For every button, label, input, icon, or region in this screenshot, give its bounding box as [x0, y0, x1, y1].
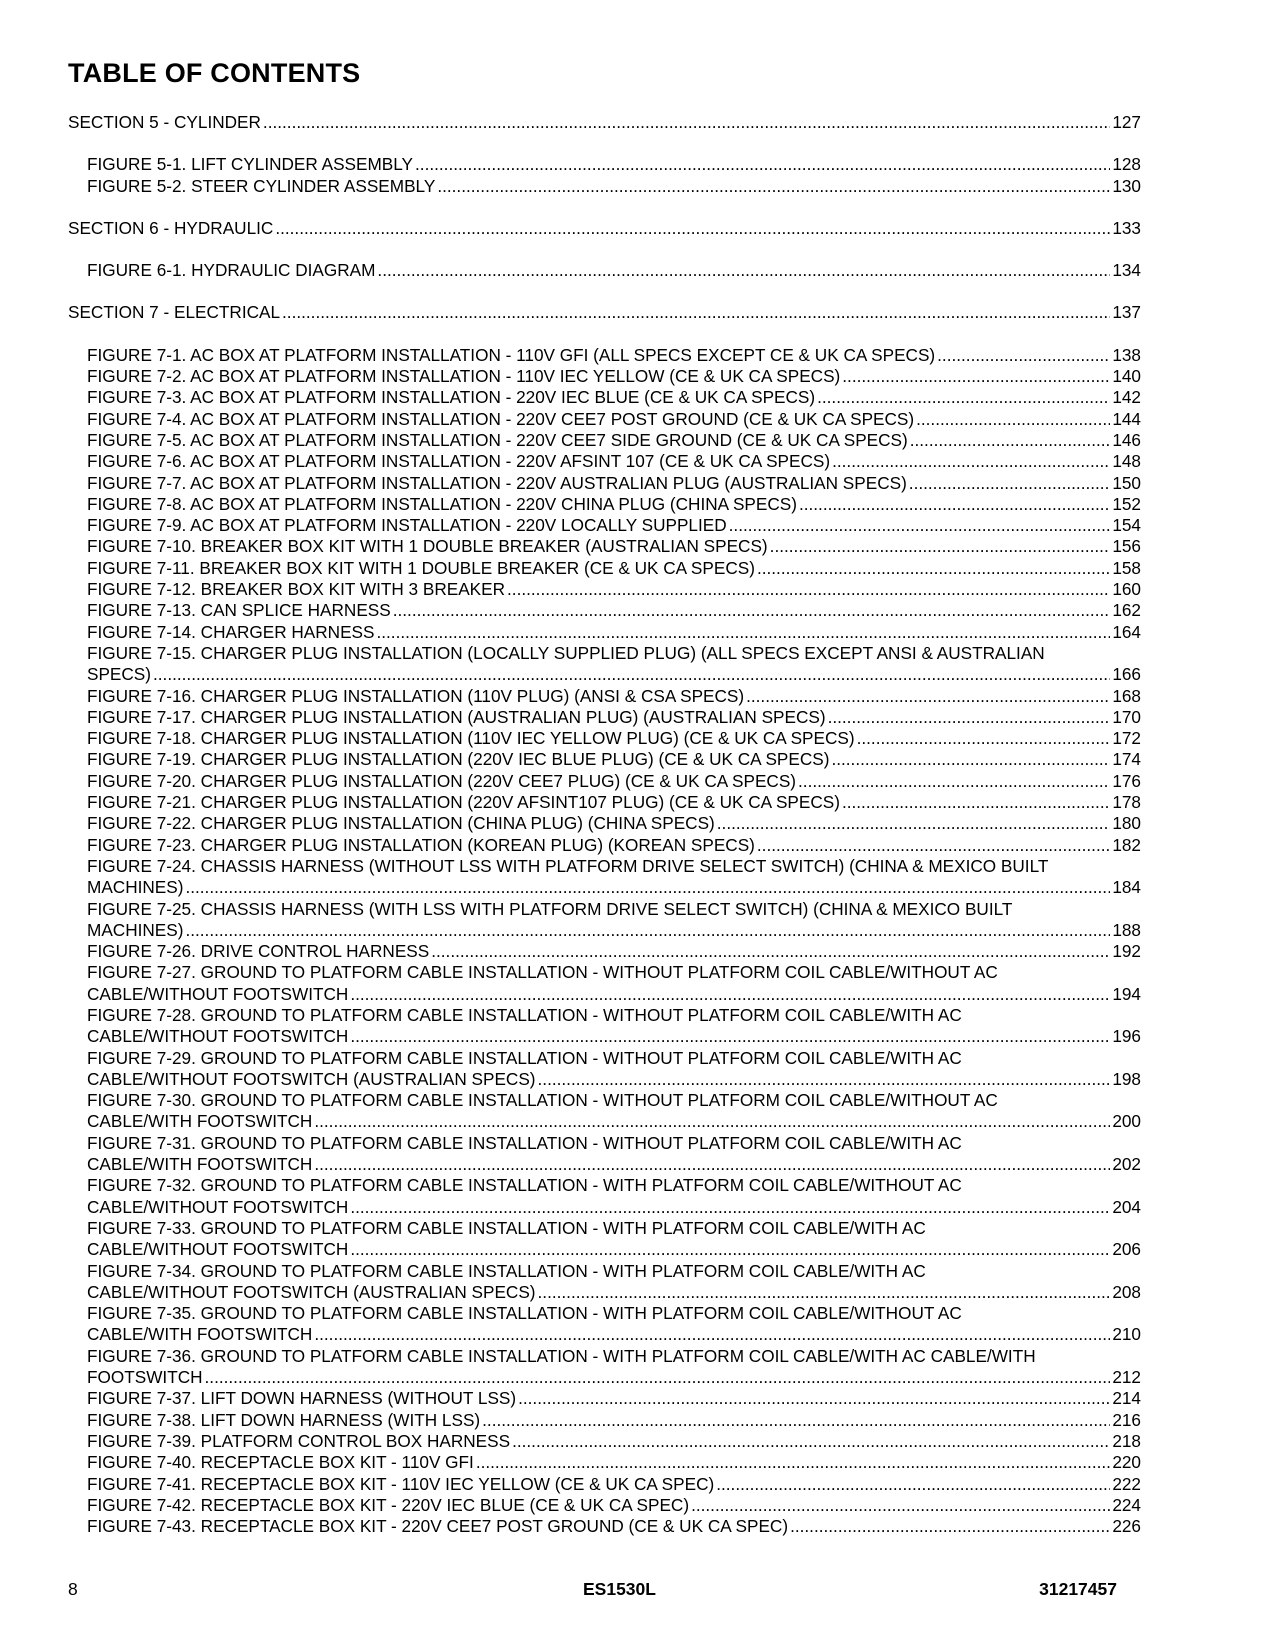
dot-leader [185, 877, 1110, 898]
toc-entry-line [87, 707, 1141, 728]
toc-section-entry[interactable] [68, 218, 1141, 239]
toc-page-number: 198 [1112, 1068, 1141, 1089]
toc-entry-title: FIGURE 5-1. LIFT CYLINDER ASSEMBLY [87, 154, 414, 175]
toc-entry-line [87, 1324, 1141, 1345]
toc-entry-title: SPECS) [87, 664, 151, 685]
toc-entry-line [87, 1495, 1141, 1516]
toc-entry-title: FIGURE 7-40. RECEPTACLE BOX KIT - 110V GFI [87, 1452, 474, 1473]
toc-figure-entry[interactable] [68, 899, 1141, 942]
toc-entry-title: CABLE/WITH FOOTSWITCH [87, 1154, 313, 1175]
toc-figure-entry[interactable] [68, 345, 1141, 366]
dot-leader [757, 558, 1110, 579]
toc-page-number: 148 [1112, 451, 1141, 472]
toc-entry-title: FIGURE 7-10. BREAKER BOX KIT WITH 1 DOUBLE BREAKER (AUSTRALIAN SPECS) [87, 536, 768, 557]
toc-entry-title: FIGURE 7-5. AC BOX AT PLATFORM INSTALLATION - 220V CEE7 SIDE GROUND (CE & UK CA SPECS) [87, 429, 908, 450]
footer-document-number: 31217457 [1039, 1579, 1117, 1599]
toc-figure-entry[interactable] [68, 600, 1141, 621]
dot-leader [350, 1197, 1110, 1218]
dot-leader [377, 260, 1110, 281]
toc-figure-entry[interactable] [68, 771, 1141, 792]
dot-leader [263, 112, 1110, 133]
toc-page-number: 188 [1112, 919, 1141, 940]
toc-entry-line [87, 1026, 1141, 1047]
toc-entry-title: FIGURE 7-41. RECEPTACLE BOX KIT - 110V IEC YELLOW (CE & UK CA SPEC) [87, 1473, 715, 1494]
dot-leader [507, 579, 1110, 600]
toc-entry-line [87, 792, 1141, 813]
toc-figure-entry[interactable] [68, 1410, 1141, 1431]
toc-figure-entry[interactable] [68, 536, 1141, 557]
dot-leader [437, 176, 1110, 197]
dot-leader [205, 1367, 1111, 1388]
toc-entry-line [87, 176, 1141, 197]
toc-entry-title: FIGURE 7-6. AC BOX AT PLATFORM INSTALLATION - 220V AFSINT 107 (CE & UK CA SPECS) [87, 451, 831, 472]
dot-leader [717, 813, 1111, 834]
dot-leader [282, 302, 1110, 323]
toc-figure-entry[interactable] [68, 835, 1141, 856]
toc-entry-line [87, 579, 1141, 600]
toc-entry-title-line: FIGURE 7-24. CHASSIS HARNESS (WITHOUT LSS WITH PLATFORM DRIVE SELECT SWITCH) (CHINA & MEXICO BUILT [87, 855, 1049, 876]
toc-figure-entry[interactable] [68, 430, 1141, 451]
toc-entry-title: FIGURE 7-9. AC BOX AT PLATFORM INSTALLATION - 220V LOCALLY SUPPLIED [87, 515, 727, 536]
toc-page-number: 226 [1112, 1516, 1141, 1537]
toc-page-number: 220 [1112, 1452, 1141, 1473]
toc-entry-title-line: FIGURE 7-34. GROUND TO PLATFORM CABLE INSTALLATION - WITH PLATFORM COIL CABLE/WITH AC [87, 1260, 926, 1281]
toc-entry-line [87, 1431, 1141, 1452]
toc-page-number: 214 [1112, 1388, 1141, 1409]
toc-figure-entry[interactable] [68, 579, 1141, 600]
toc-entry-line [87, 1516, 1141, 1537]
toc-figure-entry[interactable] [68, 1175, 1141, 1218]
toc-entry-title: FIGURE 7-1. AC BOX AT PLATFORM INSTALLATION - 110V GFI (ALL SPECS EXCEPT CE & UK CA SPECS) [87, 344, 936, 365]
dot-leader [376, 622, 1110, 643]
toc-page-number: 184 [1112, 877, 1141, 898]
toc-page-number: 144 [1112, 408, 1141, 429]
toc-page-number: 194 [1112, 983, 1141, 1004]
toc-page-number: 204 [1112, 1196, 1141, 1217]
dot-leader [799, 494, 1110, 515]
toc-figure-entry[interactable] [68, 686, 1141, 707]
toc-figure-entry[interactable] [68, 1133, 1141, 1176]
toc-page-number: 160 [1112, 579, 1141, 600]
toc-entry-title: MACHINES) [87, 877, 184, 898]
dot-leader [538, 1282, 1111, 1303]
toc-page-number: 176 [1112, 770, 1141, 791]
toc-page-number: 142 [1112, 387, 1141, 408]
dot-leader [937, 345, 1110, 366]
toc-page-number: 206 [1112, 1239, 1141, 1260]
toc-entry-title: FIGURE 7-39. PLATFORM CONTROL BOX HARNESS [87, 1430, 511, 1451]
toc-entry-line [87, 920, 1141, 941]
toc-entry-line [87, 984, 1141, 1005]
toc-figure-entry[interactable] [68, 473, 1141, 494]
toc-entry-title: FIGURE 7-4. AC BOX AT PLATFORM INSTALLATION - 220V CEE7 POST GROUND (CE & UK CA SPECS) [87, 408, 915, 429]
toc-figure-entry[interactable] [68, 728, 1141, 749]
dot-leader [185, 920, 1110, 941]
toc-entry-title: FIGURE 7-43. RECEPTACLE BOX KIT - 220V CEE7 POST GROUND (CE & UK CA SPEC) [87, 1516, 789, 1537]
dot-leader [350, 1026, 1110, 1047]
toc-entry-line [68, 112, 1141, 133]
toc-section-entry[interactable] [68, 112, 1141, 133]
toc-entry-title: FIGURE 7-26. DRIVE CONTROL HARNESS [87, 941, 430, 962]
toc-figure-entry[interactable] [68, 1303, 1141, 1346]
toc-entry-line [87, 1069, 1141, 1090]
toc-page-number: 130 [1112, 175, 1141, 196]
toc-figure-entry[interactable] [68, 1261, 1141, 1304]
toc-entry-line [87, 515, 1141, 536]
toc-page-number: 164 [1112, 621, 1141, 642]
toc-page-number: 154 [1112, 515, 1141, 536]
toc-entry-title: CABLE/WITH FOOTSWITCH [87, 1111, 313, 1132]
dot-leader [538, 1069, 1111, 1090]
toc-section-entry[interactable] [68, 302, 1141, 323]
toc-figure-entry[interactable] [68, 1474, 1141, 1495]
toc-figure-entry[interactable] [68, 792, 1141, 813]
toc-entry-line [87, 451, 1141, 472]
toc-figure-entry[interactable] [68, 1452, 1141, 1473]
toc-figure-entry[interactable] [68, 1388, 1141, 1409]
toc-entry-title: FIGURE 7-22. CHARGER PLUG INSTALLATION (CHINA PLUG) (CHINA SPECS) [87, 813, 715, 834]
dot-leader [770, 536, 1111, 557]
toc-page-number: 133 [1112, 217, 1141, 238]
toc-entry-title: SECTION 7 - ELECTRICAL [68, 302, 281, 323]
toc-entry-title: FIGURE 7-14. CHARGER HARNESS [87, 621, 375, 642]
toc-page-number: 180 [1112, 813, 1141, 834]
toc-entry-line [87, 345, 1141, 366]
toc-entry-title: FIGURE 7-3. AC BOX AT PLATFORM INSTALLATION - 220V IEC BLUE (CE & UK CA SPECS) [87, 387, 816, 408]
toc-entry-title: FIGURE 7-37. LIFT DOWN HARNESS (WITHOUT LSS) [87, 1388, 517, 1409]
toc-entry-title: SECTION 5 - CYLINDER [68, 112, 261, 132]
dot-leader [275, 218, 1110, 239]
toc-entry-line [87, 536, 1141, 557]
toc-entry-title-line: FIGURE 7-30. GROUND TO PLATFORM CABLE INSTALLATION - WITHOUT PLATFORM COIL CABLE/WITHOUT AC [87, 1090, 998, 1111]
toc-entry-title: FIGURE 7-2. AC BOX AT PLATFORM INSTALLATION - 110V IEC YELLOW (CE & UK CA SPECS) [87, 366, 841, 387]
toc-page-number: 170 [1112, 706, 1141, 727]
toc-entry-line [87, 387, 1141, 408]
toc-entry-line [87, 430, 1141, 451]
toc-entry-title: FIGURE 7-7. AC BOX AT PLATFORM INSTALLATION - 220V AUSTRALIAN PLUG (AUSTRALIAN SPECS) [87, 472, 907, 493]
toc-entry-title: FIGURE 7-19. CHARGER PLUG INSTALLATION (220V IEC BLUE PLUG) (CE & UK CA SPECS) [87, 749, 830, 770]
toc-figure-entry[interactable] [68, 260, 1141, 281]
toc-figure-entry[interactable] [68, 387, 1141, 408]
dot-leader [910, 430, 1111, 451]
dot-leader [314, 1111, 1110, 1132]
toc-entry-line [87, 1111, 1141, 1132]
toc-entry-line [87, 686, 1141, 707]
dot-leader [716, 1474, 1110, 1495]
toc-entry-title: FIGURE 7-21. CHARGER PLUG INSTALLATION (220V AFSINT107 PLUG) (CE & UK CA SPECS) [87, 792, 840, 813]
toc-entry-line [87, 1388, 1141, 1409]
dot-leader [842, 366, 1110, 387]
toc-entry-title: FIGURE 7-13. CAN SPLICE HARNESS [87, 600, 391, 621]
dot-leader [832, 451, 1110, 472]
toc-figure-entry[interactable] [68, 366, 1141, 387]
toc-entry-title-line: FIGURE 7-28. GROUND TO PLATFORM CABLE INSTALLATION - WITHOUT PLATFORM COIL CABLE/WITH AC [87, 1004, 962, 1025]
toc-entry-line [87, 1282, 1141, 1303]
toc-page-number: 137 [1112, 302, 1141, 323]
toc-figure-entry[interactable] [68, 622, 1141, 643]
dot-leader [790, 1516, 1110, 1537]
dot-leader [393, 600, 1111, 621]
toc-figure-entry[interactable] [68, 515, 1141, 536]
toc-entry-title: FIGURE 7-18. CHARGER PLUG INSTALLATION (110V IEC YELLOW PLUG) (CE & UK CA SPECS) [87, 728, 855, 749]
toc-entry-title: MACHINES) [87, 919, 184, 940]
dot-leader [757, 835, 1110, 856]
toc-entry-title: CABLE/WITHOUT FOOTSWITCH [87, 1196, 349, 1217]
toc-page-number: 200 [1112, 1111, 1141, 1132]
toc-figure-entry[interactable] [68, 941, 1141, 962]
dot-leader [314, 1154, 1110, 1175]
footer-page-number: 8 [68, 1579, 78, 1599]
toc-entry-title-line: FIGURE 7-25. CHASSIS HARNESS (WITH LSS WITH PLATFORM DRIVE SELECT SWITCH) (CHINA & MEXICO BUILT [87, 898, 1013, 919]
toc-page-number: 138 [1112, 344, 1141, 365]
toc-entry-title: SECTION 6 - HYDRAULIC [68, 217, 274, 238]
toc-entry-line [87, 366, 1141, 387]
toc-entry-title-line: FIGURE 7-27. GROUND TO PLATFORM CABLE INSTALLATION - WITHOUT PLATFORM COIL CABLE/WITHOUT AC [87, 962, 998, 983]
toc-figure-entry[interactable] [68, 1005, 1141, 1048]
toc-figure-entry[interactable] [68, 451, 1141, 472]
toc-figure-entry[interactable] [68, 1048, 1141, 1091]
toc-entry-title: FIGURE 5-2. STEER CYLINDER ASSEMBLY [87, 175, 436, 196]
toc-page-number: 196 [1112, 1026, 1141, 1047]
toc-entry-line [87, 749, 1141, 770]
toc-figure-entry[interactable] [68, 813, 1141, 834]
toc-entry-line [87, 494, 1141, 515]
toc-entry-line [87, 1197, 1141, 1218]
toc-entry-line [87, 473, 1141, 494]
toc-page-number: 152 [1112, 493, 1141, 514]
toc-list [68, 112, 1141, 1537]
toc-entry-line [87, 1452, 1141, 1473]
toc-entry-title: FIGURE 6-1. HYDRAULIC DIAGRAM [87, 260, 376, 281]
toc-entry-line [87, 1239, 1141, 1260]
dot-leader [153, 664, 1110, 685]
toc-figure-entry[interactable] [68, 643, 1141, 686]
dot-leader [842, 792, 1110, 813]
toc-entry-title-line: FIGURE 7-33. GROUND TO PLATFORM CABLE INSTALLATION - WITH PLATFORM COIL CABLE/WITH AC [87, 1217, 926, 1238]
toc-entry-title-line: FIGURE 7-15. CHARGER PLUG INSTALLATION (LOCALLY SUPPLIED PLUG) (ALL SPECS EXCEPT ANSI & AUSTRALIAN [87, 642, 1045, 663]
toc-entry-line [87, 728, 1141, 749]
toc-entry-line [87, 1154, 1141, 1175]
dot-leader [350, 984, 1110, 1005]
toc-figure-entry[interactable] [68, 1346, 1141, 1389]
toc-page-number: 212 [1112, 1367, 1141, 1388]
toc-page-number: 172 [1112, 728, 1141, 749]
dot-leader [518, 1388, 1110, 1409]
toc-entry-title: FIGURE 7-12. BREAKER BOX KIT WITH 3 BREAKER [87, 579, 506, 600]
toc-entry-title: CABLE/WITHOUT FOOTSWITCH [87, 983, 349, 1004]
toc-entry-title: FIGURE 7-23. CHARGER PLUG INSTALLATION (KOREAN PLUG) (KOREAN SPECS) [87, 834, 755, 855]
dot-leader [314, 1324, 1110, 1345]
toc-figure-entry[interactable] [68, 494, 1141, 515]
toc-entry-title: CABLE/WITH FOOTSWITCH [87, 1324, 313, 1345]
toc-figure-entry[interactable] [68, 558, 1141, 579]
toc-entry-line [87, 1367, 1141, 1388]
toc-entry-line [87, 877, 1141, 898]
toc-entry-line [87, 409, 1141, 430]
toc-page-number: 192 [1112, 941, 1141, 962]
toc-figure-entry[interactable] [68, 176, 1141, 197]
toc-entry-title: FIGURE 7-16. CHARGER PLUG INSTALLATION (110V PLUG) (ANSI & CSA SPECS) [87, 685, 745, 706]
toc-entry-line [87, 941, 1141, 962]
toc-entry-line [87, 558, 1141, 579]
dot-leader [482, 1410, 1110, 1431]
toc-page-number: 208 [1112, 1281, 1141, 1302]
page-title: TABLE OF CONTENTS [68, 58, 361, 88]
toc-entry-title-line: FIGURE 7-29. GROUND TO PLATFORM CABLE INSTALLATION - WITHOUT PLATFORM COIL CABLE/WITH AC [87, 1047, 962, 1068]
toc-entry-title-line: FIGURE 7-31. GROUND TO PLATFORM CABLE INSTALLATION - WITHOUT PLATFORM COIL CABLE/WITH AC [87, 1132, 962, 1153]
page-footer [68, 1579, 1141, 1603]
toc-figure-entry[interactable] [68, 1090, 1141, 1133]
toc-figure-entry[interactable] [68, 962, 1141, 1005]
toc-entry-title: FIGURE 7-38. LIFT DOWN HARNESS (WITH LSS) [87, 1409, 481, 1430]
dot-leader [350, 1239, 1110, 1260]
toc-page-number: 150 [1112, 472, 1141, 493]
toc-figure-entry[interactable] [68, 1431, 1141, 1452]
dot-leader [817, 387, 1110, 408]
toc-page-number: 168 [1112, 685, 1141, 706]
toc-entry-title: FIGURE 7-42. RECEPTACLE BOX KIT - 220V IEC BLUE (CE & UK CA SPEC) [87, 1494, 690, 1515]
toc-page-number: 166 [1112, 664, 1141, 685]
toc-page-number: 174 [1112, 749, 1141, 770]
toc-entry-line [87, 1474, 1141, 1495]
toc-entry-title: CABLE/WITHOUT FOOTSWITCH [87, 1026, 349, 1047]
dot-leader [431, 941, 1110, 962]
toc-figure-entry[interactable] [68, 154, 1141, 175]
dot-leader [691, 1495, 1110, 1516]
dot-leader [729, 515, 1111, 536]
toc-entry-title: CABLE/WITHOUT FOOTSWITCH (AUSTRALIAN SPECS) [87, 1281, 536, 1302]
dot-leader [857, 728, 1111, 749]
toc-figure-entry[interactable] [68, 1495, 1141, 1516]
toc-page-number: 128 [1112, 154, 1141, 175]
toc-page-number: 162 [1112, 600, 1141, 621]
toc-entry-title: CABLE/WITHOUT FOOTSWITCH [87, 1239, 349, 1260]
toc-figure-entry[interactable] [68, 409, 1141, 430]
toc-entry-title-line: FIGURE 7-36. GROUND TO PLATFORM CABLE INSTALLATION - WITH PLATFORM COIL CABLE/WITH AC CABLE/WITH [87, 1345, 1036, 1366]
dot-leader [798, 771, 1110, 792]
toc-page-number: 182 [1112, 834, 1141, 855]
toc-entry-line [68, 302, 1141, 323]
dot-leader [415, 154, 1110, 175]
toc-page-number: 210 [1112, 1324, 1141, 1345]
toc-figure-entry[interactable] [68, 856, 1141, 899]
toc-page-number: 146 [1112, 429, 1141, 450]
toc-entry-line [87, 260, 1141, 281]
toc-page-number: 178 [1112, 792, 1141, 813]
toc-entry-line [87, 835, 1141, 856]
dot-leader [828, 707, 1111, 728]
dot-leader [831, 749, 1110, 770]
toc-entry-title: CABLE/WITHOUT FOOTSWITCH (AUSTRALIAN SPECS) [87, 1068, 536, 1089]
toc-page-number: 158 [1112, 557, 1141, 578]
toc-entry-title-line: FIGURE 7-35. GROUND TO PLATFORM CABLE INSTALLATION - WITH PLATFORM COIL CABLE/WITHOUT AC [87, 1303, 962, 1324]
dot-leader [909, 473, 1111, 494]
toc-entry-line [87, 600, 1141, 621]
toc-entry-title: FIGURE 7-20. CHARGER PLUG INSTALLATION (220V CEE7 PLUG) (CE & UK CA SPECS) [87, 770, 797, 791]
toc-entry-line [87, 664, 1141, 685]
toc-figure-entry[interactable] [68, 707, 1141, 728]
toc-entry-title: FOOTSWITCH [87, 1367, 203, 1388]
footer-model-name: ES1530L [583, 1579, 656, 1599]
toc-entry-line [68, 218, 1141, 239]
toc-page-number: 224 [1112, 1494, 1141, 1515]
toc-entry-title: FIGURE 7-11. BREAKER BOX KIT WITH 1 DOUBLE BREAKER (CE & UK CA SPECS) [87, 557, 755, 578]
toc-entry-line [87, 154, 1141, 175]
toc-page-number: 216 [1112, 1409, 1141, 1430]
toc-entry-line [87, 1410, 1141, 1431]
toc-page-number: 222 [1112, 1473, 1141, 1494]
toc-page-number: 218 [1112, 1430, 1141, 1451]
dot-leader [916, 409, 1110, 430]
toc-figure-entry[interactable] [68, 1218, 1141, 1261]
dot-leader [476, 1452, 1110, 1473]
toc-page-number: 140 [1112, 366, 1141, 387]
toc-figure-entry[interactable] [68, 1516, 1141, 1537]
dot-leader [746, 686, 1110, 707]
toc-page-number: 156 [1112, 536, 1141, 557]
toc-entry-line [87, 813, 1141, 834]
toc-entry-title: FIGURE 7-17. CHARGER PLUG INSTALLATION (AUSTRALIAN PLUG) (AUSTRALIAN SPECS) [87, 706, 826, 727]
toc-entry-line [87, 622, 1141, 643]
toc-page-number: 127 [1112, 112, 1141, 132]
dot-leader [512, 1431, 1110, 1452]
toc-page-number: 134 [1112, 260, 1141, 281]
toc-entry-line [87, 771, 1141, 792]
toc-page-number: 202 [1112, 1154, 1141, 1175]
toc-entry-title: FIGURE 7-8. AC BOX AT PLATFORM INSTALLATION - 220V CHINA PLUG (CHINA SPECS) [87, 493, 797, 514]
toc-figure-entry[interactable] [68, 749, 1141, 770]
toc-entry-title-line: FIGURE 7-32. GROUND TO PLATFORM CABLE INSTALLATION - WITH PLATFORM COIL CABLE/WITHOUT AC [87, 1175, 962, 1196]
